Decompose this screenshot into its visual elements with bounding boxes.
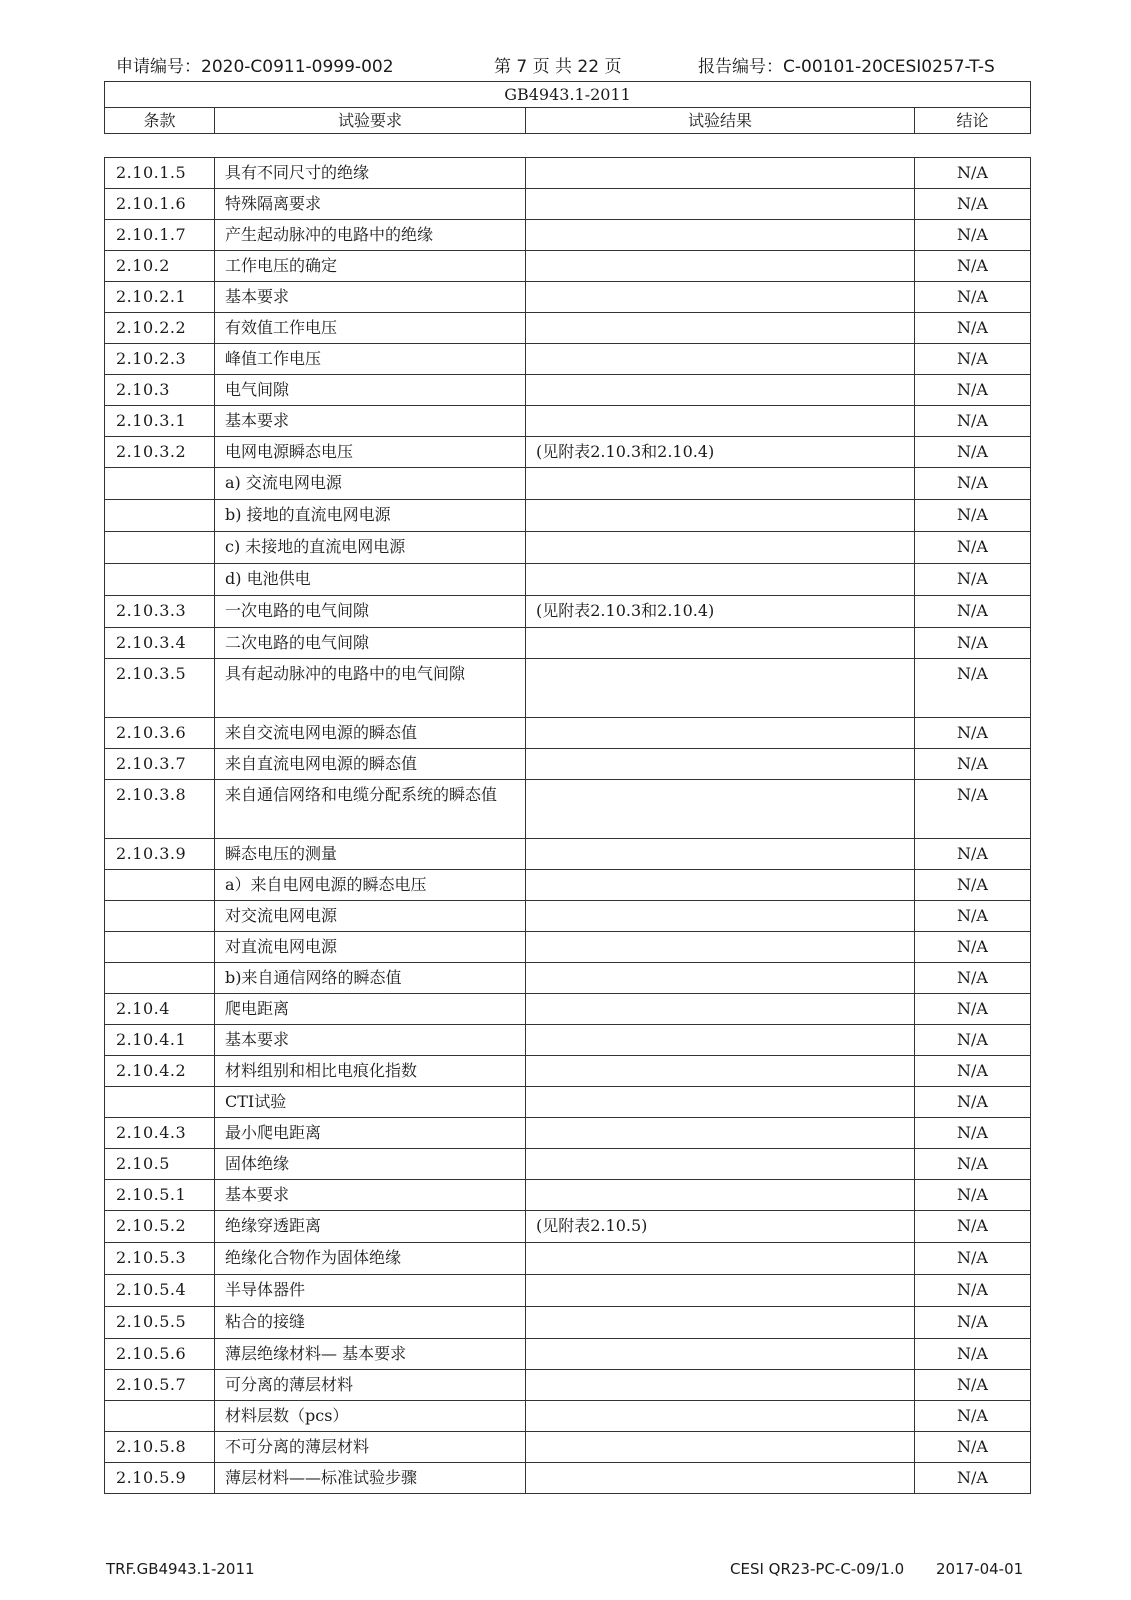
verdict-cell: N/A: [915, 994, 1031, 1025]
clause-cell: 2.10.3.3: [105, 596, 215, 628]
clause-cell: [105, 468, 215, 500]
table-row: [105, 718, 1031, 749]
result-cell: [526, 1180, 915, 1211]
requirement-cell: d) 电池供电: [215, 564, 526, 596]
table-row: [105, 839, 1031, 870]
result-cell: [526, 1056, 915, 1087]
result-cell: [526, 718, 915, 749]
requirement-cell: 基本要求: [215, 406, 526, 437]
result-cell: [526, 780, 915, 839]
requirement-cell: 薄层绝缘材料— 基本要求: [215, 1339, 526, 1370]
table-row: [105, 468, 1031, 500]
table-row: [105, 780, 1031, 839]
result-cell: [526, 1025, 915, 1056]
table-row: [105, 1243, 1031, 1275]
requirement-cell: 瞬态电压的测量: [215, 839, 526, 870]
clause-cell: 2.10.3.4: [105, 628, 215, 659]
requirement-cell: 具有不同尺寸的绝缘: [215, 158, 526, 189]
result-cell: [526, 1118, 915, 1149]
verdict-cell: N/A: [915, 628, 1031, 659]
verdict-cell: N/A: [915, 437, 1031, 468]
table-row: [105, 1211, 1031, 1243]
table-row: [105, 870, 1031, 901]
clause-cell: [105, 564, 215, 596]
table-row: [105, 189, 1031, 220]
requirement-cell: c) 未接地的直流电网电源: [215, 532, 526, 564]
table-row: [105, 532, 1031, 564]
clause-cell: [105, 1087, 215, 1118]
clause-cell: 2.10.3: [105, 375, 215, 406]
column-header-clause: 条款: [105, 108, 215, 134]
table-row: [105, 596, 1031, 628]
table-row: [105, 564, 1031, 596]
verdict-cell: N/A: [915, 282, 1031, 313]
requirement-cell: 对直流电网电源: [215, 932, 526, 963]
table-row: [105, 1307, 1031, 1339]
clause-cell: [105, 1401, 215, 1432]
form-id: TRF.GB4943.1-2011: [106, 1560, 255, 1578]
clause-cell: 2.10.4: [105, 994, 215, 1025]
clause-cell: 2.10.3.9: [105, 839, 215, 870]
verdict-cell: N/A: [915, 189, 1031, 220]
verdict-cell: N/A: [915, 963, 1031, 994]
verdict-cell: N/A: [915, 1275, 1031, 1307]
application-number: 申请编号：2020-C0911-0999-002: [116, 57, 394, 77]
result-cell: [526, 1401, 915, 1432]
clause-cell: 2.10.5.4: [105, 1275, 215, 1307]
result-cell: [526, 500, 915, 532]
table-row: [105, 659, 1031, 718]
result-cell: [526, 251, 915, 282]
table-row: [105, 1056, 1031, 1087]
requirement-cell: 来自通信网络和电缆分配系统的瞬态值: [215, 780, 526, 839]
result-cell: [526, 468, 915, 500]
table-row: [105, 1463, 1031, 1494]
verdict-cell: N/A: [915, 1243, 1031, 1275]
report-number: 报告编号：C-00101-20CESI0257-T-S: [698, 57, 995, 77]
clause-cell: 2.10.3.8: [105, 780, 215, 839]
clause-cell: 2.10.3.2: [105, 437, 215, 468]
result-cell: [526, 1149, 915, 1180]
verdict-cell: N/A: [915, 659, 1031, 718]
requirement-cell: 对交流电网电源: [215, 901, 526, 932]
verdict-cell: N/A: [915, 220, 1031, 251]
clause-cell: 2.10.1.7: [105, 220, 215, 251]
table-row: [105, 1118, 1031, 1149]
verdict-cell: N/A: [915, 564, 1031, 596]
result-cell: [526, 839, 915, 870]
result-cell: [526, 158, 915, 189]
result-cell: [526, 1243, 915, 1275]
verdict-cell: N/A: [915, 1211, 1031, 1243]
clause-cell: 2.10.5.8: [105, 1432, 215, 1463]
result-cell: [526, 282, 915, 313]
table-row: [105, 220, 1031, 251]
clause-cell: 2.10.3.6: [105, 718, 215, 749]
result-cell: [526, 220, 915, 251]
form-date: 2017-04-01: [936, 1560, 1024, 1578]
table-row: [105, 1339, 1031, 1370]
requirement-cell: a）来自电网电源的瞬态电压: [215, 870, 526, 901]
clause-cell: 2.10.4.3: [105, 1118, 215, 1149]
result-cell: (见附表2.10.3和2.10.4): [526, 596, 915, 628]
clause-cell: [105, 932, 215, 963]
requirement-cell: 绝缘穿透距离: [215, 1211, 526, 1243]
verdict-cell: N/A: [915, 406, 1031, 437]
requirement-cell: 产生起动脉冲的电路中的绝缘: [215, 220, 526, 251]
clause-cell: 2.10.2.3: [105, 344, 215, 375]
clause-cell: [105, 532, 215, 564]
verdict-cell: N/A: [915, 344, 1031, 375]
result-cell: [526, 313, 915, 344]
requirement-cell: 绝缘化合物作为固体绝缘: [215, 1243, 526, 1275]
table-row: [105, 251, 1031, 282]
clause-cell: 2.10.2.2: [105, 313, 215, 344]
verdict-cell: N/A: [915, 932, 1031, 963]
requirement-cell: 最小爬电距离: [215, 1118, 526, 1149]
clause-cell: 2.10.2.1: [105, 282, 215, 313]
verdict-cell: N/A: [915, 1149, 1031, 1180]
result-cell: [526, 1463, 915, 1494]
verdict-cell: N/A: [915, 1401, 1031, 1432]
qr-code: CESI QR23-PC-C-09/1.0: [730, 1560, 905, 1578]
verdict-cell: N/A: [915, 1087, 1031, 1118]
result-cell: [526, 344, 915, 375]
column-header-verdict: 结论: [915, 108, 1031, 134]
table-row: [105, 500, 1031, 532]
requirement-cell: b)来自通信网络的瞬态值: [215, 963, 526, 994]
requirement-cell: 电网电源瞬态电压: [215, 437, 526, 468]
verdict-cell: N/A: [915, 1180, 1031, 1211]
requirement-cell: 不可分离的薄层材料: [215, 1432, 526, 1463]
result-cell: [526, 659, 915, 718]
verdict-cell: N/A: [915, 1025, 1031, 1056]
clause-cell: 2.10.2: [105, 251, 215, 282]
requirement-cell: 峰值工作电压: [215, 344, 526, 375]
table-row: [105, 406, 1031, 437]
page-info: 第 7 页 共 22 页: [494, 57, 622, 77]
verdict-cell: N/A: [915, 251, 1031, 282]
table-row: [105, 1087, 1031, 1118]
verdict-cell: N/A: [915, 718, 1031, 749]
result-cell: [526, 375, 915, 406]
verdict-cell: N/A: [915, 313, 1031, 344]
result-cell: [526, 1307, 915, 1339]
clause-cell: 2.10.3.5: [105, 659, 215, 718]
column-header-result: 试验结果: [526, 108, 915, 134]
table-row: [105, 1180, 1031, 1211]
requirement-cell: 材料组别和相比电痕化指数: [215, 1056, 526, 1087]
table-row: [105, 1432, 1031, 1463]
table-row: [105, 1370, 1031, 1401]
clause-cell: 2.10.3.7: [105, 749, 215, 780]
requirement-cell: 电气间隙: [215, 375, 526, 406]
table-row: [105, 158, 1031, 189]
clause-cell: 2.10.5.1: [105, 1180, 215, 1211]
requirement-cell: 工作电压的确定: [215, 251, 526, 282]
verdict-cell: N/A: [915, 1339, 1031, 1370]
verdict-cell: N/A: [915, 839, 1031, 870]
result-cell: [526, 564, 915, 596]
requirement-cell: 二次电路的电气间隙: [215, 628, 526, 659]
clause-cell: 2.10.5.9: [105, 1463, 215, 1494]
requirement-cell: b) 接地的直流电网电源: [215, 500, 526, 532]
table-row: [105, 344, 1031, 375]
requirement-cell: 特殊隔离要求: [215, 189, 526, 220]
result-cell: (见附表2.10.3和2.10.4): [526, 437, 915, 468]
verdict-cell: N/A: [915, 1118, 1031, 1149]
table-row: [105, 1275, 1031, 1307]
table-row: [105, 1025, 1031, 1056]
requirement-cell: 基本要求: [215, 1025, 526, 1056]
verdict-cell: N/A: [915, 500, 1031, 532]
result-cell: [526, 749, 915, 780]
clause-cell: 2.10.3.1: [105, 406, 215, 437]
result-cell: [526, 870, 915, 901]
table-row: [105, 901, 1031, 932]
table-row: [105, 1149, 1031, 1180]
clause-cell: 2.10.1.6: [105, 189, 215, 220]
clause-cell: 2.10.4.1: [105, 1025, 215, 1056]
table-row: [105, 994, 1031, 1025]
result-cell: [526, 994, 915, 1025]
table-row: [105, 313, 1031, 344]
verdict-cell: N/A: [915, 1463, 1031, 1494]
clause-cell: 2.10.5.5: [105, 1307, 215, 1339]
requirement-cell: 爬电距离: [215, 994, 526, 1025]
clause-cell: 2.10.5: [105, 1149, 215, 1180]
requirement-cell: CTI试验: [215, 1087, 526, 1118]
clause-cell: [105, 901, 215, 932]
requirement-cell: 薄层材料——标准试验步骤: [215, 1463, 526, 1494]
requirement-cell: 一次电路的电气间隙: [215, 596, 526, 628]
clause-cell: [105, 500, 215, 532]
column-header-requirement: 试验要求: [215, 108, 526, 134]
result-cell: [526, 1275, 915, 1307]
standard-title: GB4943.1-2011: [105, 82, 1031, 108]
table-row: [105, 749, 1031, 780]
requirement-cell: 来自直流电网电源的瞬态值: [215, 749, 526, 780]
verdict-cell: N/A: [915, 468, 1031, 500]
verdict-cell: N/A: [915, 749, 1031, 780]
result-cell: [526, 406, 915, 437]
verdict-cell: N/A: [915, 780, 1031, 839]
result-cell: [526, 628, 915, 659]
verdict-cell: N/A: [915, 1432, 1031, 1463]
result-cell: [526, 1432, 915, 1463]
result-cell: [526, 901, 915, 932]
requirement-cell: 具有起动脉冲的电路中的电气间隙: [215, 659, 526, 718]
result-cell: [526, 963, 915, 994]
requirement-cell: 粘合的接缝: [215, 1307, 526, 1339]
requirement-cell: a) 交流电网电源: [215, 468, 526, 500]
verdict-cell: N/A: [915, 158, 1031, 189]
result-cell: [526, 932, 915, 963]
requirement-cell: 可分离的薄层材料: [215, 1370, 526, 1401]
clause-cell: 2.10.4.2: [105, 1056, 215, 1087]
clause-cell: 2.10.1.5: [105, 158, 215, 189]
result-cell: [526, 1087, 915, 1118]
requirement-cell: 固体绝缘: [215, 1149, 526, 1180]
clause-cell: 2.10.5.3: [105, 1243, 215, 1275]
verdict-cell: N/A: [915, 1056, 1031, 1087]
clause-cell: [105, 870, 215, 901]
verdict-cell: N/A: [915, 901, 1031, 932]
table-row: [105, 628, 1031, 659]
table-row: [105, 932, 1031, 963]
requirement-cell: 半导体器件: [215, 1275, 526, 1307]
verdict-cell: N/A: [915, 532, 1031, 564]
verdict-cell: N/A: [915, 596, 1031, 628]
clause-cell: 2.10.5.2: [105, 1211, 215, 1243]
clause-cell: [105, 963, 215, 994]
clause-table: [104, 157, 1031, 1494]
result-cell: [526, 1339, 915, 1370]
result-cell: [526, 1370, 915, 1401]
requirement-cell: 来自交流电网电源的瞬态值: [215, 718, 526, 749]
verdict-cell: N/A: [915, 870, 1031, 901]
result-cell: (见附表2.10.5): [526, 1211, 915, 1243]
requirement-cell: 基本要求: [215, 282, 526, 313]
requirement-cell: 基本要求: [215, 1180, 526, 1211]
verdict-cell: N/A: [915, 1307, 1031, 1339]
table-header: [104, 81, 1031, 134]
verdict-cell: N/A: [915, 1370, 1031, 1401]
table-row: [105, 375, 1031, 406]
result-cell: [526, 189, 915, 220]
clause-cell: 2.10.5.6: [105, 1339, 215, 1370]
requirement-cell: 有效值工作电压: [215, 313, 526, 344]
table-row: [105, 963, 1031, 994]
table-row: [105, 1401, 1031, 1432]
requirement-cell: 材料层数（pcs）: [215, 1401, 526, 1432]
verdict-cell: N/A: [915, 375, 1031, 406]
table-row: [105, 282, 1031, 313]
table-row: [105, 437, 1031, 468]
result-cell: [526, 532, 915, 564]
clause-cell: 2.10.5.7: [105, 1370, 215, 1401]
